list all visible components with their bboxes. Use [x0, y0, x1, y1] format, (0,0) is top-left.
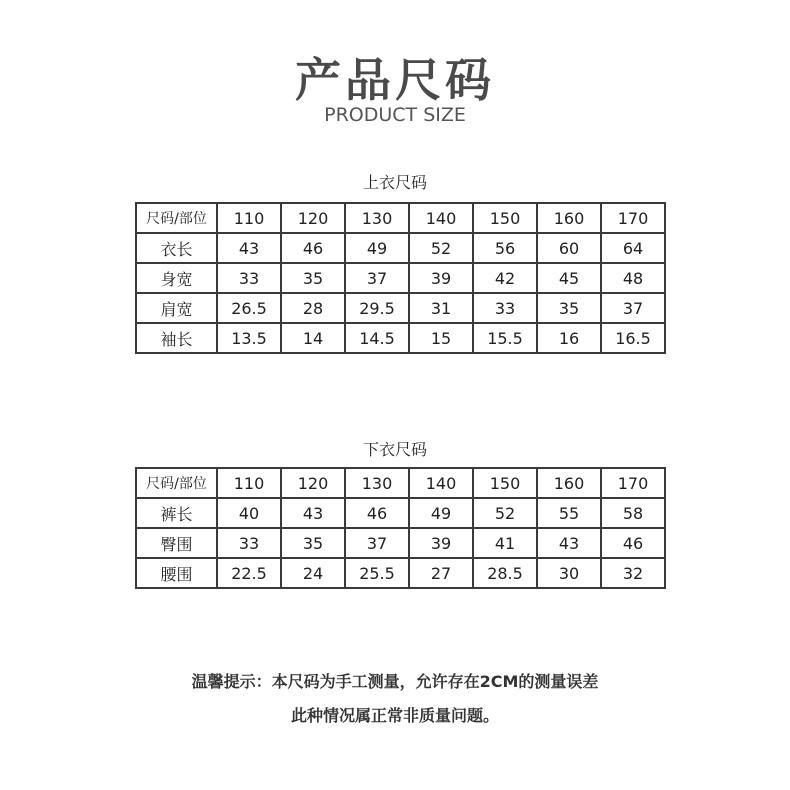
measurement-label-cell: 衣长	[136, 233, 217, 263]
measurement-value-cell: 24	[281, 558, 345, 588]
size-header-cell: 160	[537, 203, 601, 233]
measurement-value-cell: 48	[601, 263, 665, 293]
measurement-value-cell: 30	[537, 558, 601, 588]
measurement-value-cell: 35	[537, 293, 601, 323]
bottom-size-table	[135, 467, 666, 589]
measurement-value-cell: 64	[601, 233, 665, 263]
size-header-cell: 140	[409, 468, 473, 498]
measurement-value-cell: 46	[601, 528, 665, 558]
size-header-cell: 120	[281, 468, 345, 498]
size-header-cell: 160	[537, 468, 601, 498]
measurement-value-cell: 55	[537, 498, 601, 528]
size-header-cell: 170	[601, 203, 665, 233]
measurement-value-cell: 25.5	[345, 558, 409, 588]
table-row	[136, 263, 665, 293]
table-header-row	[136, 203, 665, 233]
measurement-value-cell: 45	[537, 263, 601, 293]
measurement-value-cell: 43	[217, 233, 281, 263]
measurement-value-cell: 35	[281, 528, 345, 558]
measurement-value-cell: 43	[537, 528, 601, 558]
header-corner-cell: 尺码/部位	[136, 468, 217, 498]
measurement-value-cell: 49	[409, 498, 473, 528]
measurement-value-cell: 15.5	[473, 323, 537, 353]
size-header-cell: 150	[473, 468, 537, 498]
measurement-value-cell: 28	[281, 293, 345, 323]
measurement-label-cell: 身宽	[136, 263, 217, 293]
measurement-value-cell: 27	[409, 558, 473, 588]
top-size-table	[135, 202, 666, 354]
table-row	[136, 293, 665, 323]
measurement-value-cell: 14.5	[345, 323, 409, 353]
measurement-value-cell: 49	[345, 233, 409, 263]
measurement-value-cell: 28.5	[473, 558, 537, 588]
measurement-label-cell: 肩宽	[136, 293, 217, 323]
measurement-value-cell: 31	[409, 293, 473, 323]
table-header-row	[136, 468, 665, 498]
size-header-cell: 110	[217, 468, 281, 498]
measurement-value-cell: 37	[345, 528, 409, 558]
size-header-cell: 130	[345, 203, 409, 233]
size-header-cell: 130	[345, 468, 409, 498]
size-header-cell: 110	[217, 203, 281, 233]
measurement-value-cell: 29.5	[345, 293, 409, 323]
tip-note-line-2: 此种情况属正常非质量问题。	[290, 706, 499, 725]
table-row	[136, 323, 665, 353]
measurement-value-cell: 22.5	[217, 558, 281, 588]
table-row	[136, 528, 665, 558]
measurement-value-cell: 40	[217, 498, 281, 528]
measurement-value-cell: 33	[217, 528, 281, 558]
measurement-value-cell: 56	[473, 233, 537, 263]
measurement-value-cell: 41	[473, 528, 537, 558]
measurement-value-cell: 46	[345, 498, 409, 528]
measurement-value-cell: 13.5	[217, 323, 281, 353]
measurement-label-cell: 裤长	[136, 498, 217, 528]
measurement-value-cell: 46	[281, 233, 345, 263]
measurement-value-cell: 35	[281, 263, 345, 293]
measurement-value-cell: 52	[473, 498, 537, 528]
top-table-title: 上衣尺码	[362, 173, 427, 192]
measurement-value-cell: 33	[473, 293, 537, 323]
table-row	[136, 498, 665, 528]
bottom-table-title: 下衣尺码	[362, 440, 427, 459]
measurement-value-cell: 15	[409, 323, 473, 353]
size-header-cell: 170	[601, 468, 665, 498]
measurement-value-cell: 16.5	[601, 323, 665, 353]
measurement-value-cell: 16	[537, 323, 601, 353]
size-header-cell: 140	[409, 203, 473, 233]
table-row	[136, 233, 665, 263]
measurement-value-cell: 43	[281, 498, 345, 528]
page-subtitle: PRODUCT SIZE	[324, 104, 466, 126]
measurement-value-cell: 60	[537, 233, 601, 263]
header-corner-cell: 尺码/部位	[136, 203, 217, 233]
measurement-value-cell: 39	[409, 263, 473, 293]
size-header-cell: 120	[281, 203, 345, 233]
measurement-label-cell: 腰围	[136, 558, 217, 588]
measurement-value-cell: 14	[281, 323, 345, 353]
measurement-label-cell: 袖长	[136, 323, 217, 353]
measurement-value-cell: 58	[601, 498, 665, 528]
table-row	[136, 558, 665, 588]
measurement-value-cell: 32	[601, 558, 665, 588]
measurement-value-cell: 26.5	[217, 293, 281, 323]
tip-note-line-1: 温馨提示：本尺码为手工测量，允许存在2CM的测量误差	[191, 672, 599, 691]
measurement-value-cell: 42	[473, 263, 537, 293]
measurement-value-cell: 37	[601, 293, 665, 323]
page-title: 产品尺码	[295, 53, 495, 107]
measurement-value-cell: 37	[345, 263, 409, 293]
measurement-label-cell: 臀围	[136, 528, 217, 558]
measurement-value-cell: 33	[217, 263, 281, 293]
measurement-value-cell: 52	[409, 233, 473, 263]
measurement-value-cell: 39	[409, 528, 473, 558]
size-header-cell: 150	[473, 203, 537, 233]
